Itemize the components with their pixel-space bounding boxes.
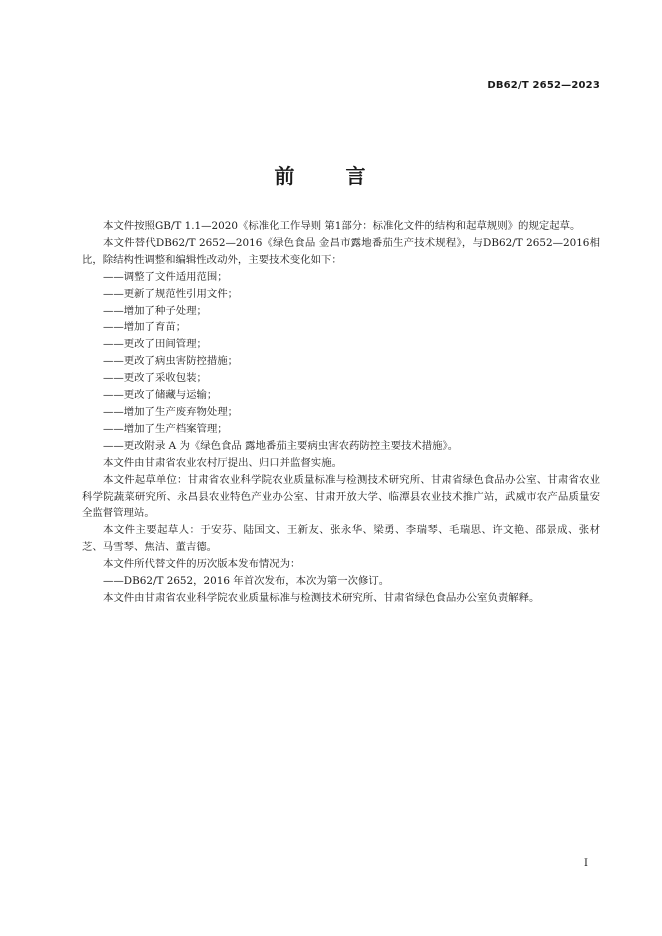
paragraph-history: 本文件所代替文件的历次版本发布情况为：	[103, 558, 301, 571]
list-item: ——增加了生产废弃物处理；	[103, 405, 239, 418]
page-title: 前 言	[274, 164, 388, 188]
list-item: ——更改附录 A 为《绿色食品 露地番茄主要病虫害农药防控主要技术措施》。	[103, 439, 459, 452]
foreword-body	[82, 218, 600, 607]
list-item: ——DB62/T 2652，2016 年首次发布，本次为第一次修订。	[103, 575, 390, 588]
page-number: I	[584, 858, 588, 869]
list-item: ——增加了育苗；	[103, 321, 187, 334]
list-item: ——增加了生产档案管理；	[103, 422, 228, 435]
paragraph-interpretation: 本文件由甘肃省农业科学院农业质量标准与检测技术研究所、甘肃省绿色食品办公室负责解释。	[103, 591, 540, 604]
changes-list	[82, 269, 600, 455]
paragraph-proposer: 本文件由甘肃省农业农村厅提出、归口并监督实施。	[103, 456, 342, 469]
list-item: ——调整了文件适用范围；	[103, 270, 228, 283]
paragraph-drafting-rules: 本文件按照GB/T 1.1—2020《标准化工作导则 第1部分：标准化文件的结构和起草规则》的规定起草。	[103, 220, 581, 232]
paragraph-drafters: 本文件主要起草人：于安芬、陆国文、王新友、张永华、梁勇、李瑞琴、毛瑞思、许文艳、邵景成、张材芝、马雪琴、焦洁、董吉德。	[82, 524, 600, 554]
list-item: ——更改了病虫害防控措施；	[103, 355, 239, 368]
paragraph-drafting-units: 本文件起草单位：甘肃省农业科学院农业质量标准与检测技术研究所、甘肃省绿色食品办公室、甘肃省农业科学院蔬菜研究所、永昌县农业特色产业办公室、甘肃开放大学、临潭县农业技术推广站，武威市农产品质量安全监督管理站。	[82, 473, 600, 520]
list-item: ——更改了采收包装；	[103, 372, 207, 385]
list-item: ——更新了规范性引用文件；	[103, 287, 239, 300]
list-item: ——增加了种子处理；	[103, 304, 207, 317]
list-item: ——更改了田间管理；	[103, 338, 207, 351]
list-item: ——更改了储藏与运输；	[103, 389, 218, 402]
document-code: DB62/T 2652—2023	[487, 80, 600, 91]
paragraph-replacement: 本文件替代DB62/T 2652—2016《绿色食品 金昌市露地番茄生产技术规程》，与DB62/T 2652—2016相比，除结构性调整和编辑性改动外，主要技术变化如下：	[82, 236, 600, 266]
